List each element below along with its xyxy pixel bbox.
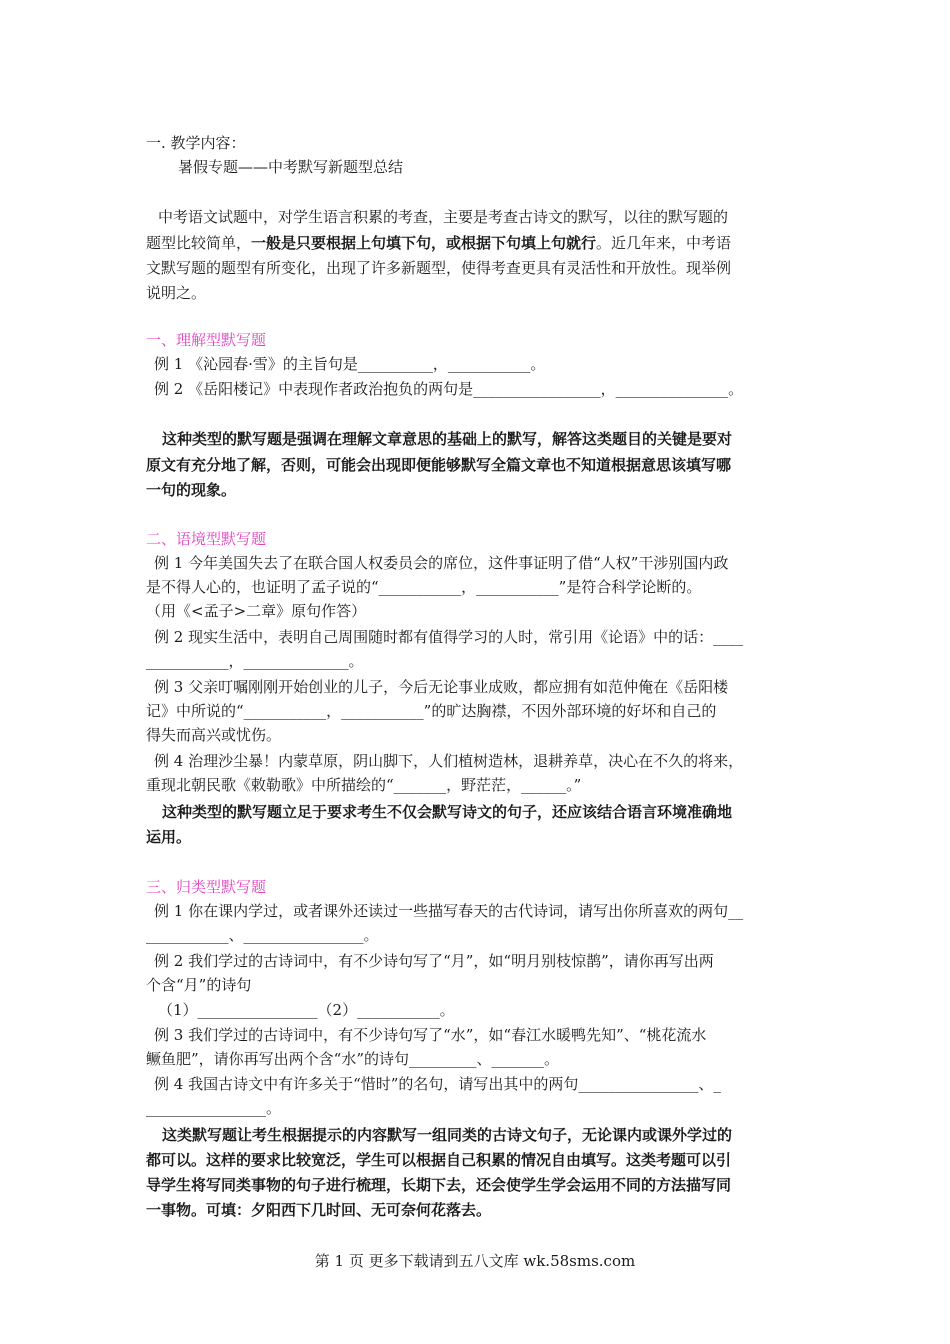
section2-ex2-line-1: 例 2 现实生活中，表明自己周围随时都有值得学习的人时，常引用《论语》中的话：____ — [154, 628, 744, 646]
intro-line-2 — [146, 232, 731, 254]
section3-ex4-line-2: ________________。 — [146, 1099, 282, 1117]
intro-line-2-text: 题型比较简单， — [146, 234, 252, 252]
section2-ex4-line-2: 重现北朝民歌《敕勒歌》中所描绘的“_______，野茫茫，______。” — [146, 776, 582, 794]
section-label: 一. 教学内容： — [146, 134, 246, 152]
section2-ex1-line-1: 例 1 今年美国失去了在联合国人权委员会的席位，这件事证明了借“人权”干涉别国内政 — [154, 554, 729, 572]
section3-heading: 三、归类型默写题 — [146, 878, 267, 896]
section3-note-2: 都可以。这样的要求比较宽泛，学生可以根据自己积累的情况自由填写。这类考题可以引 — [146, 1151, 732, 1169]
section3-ex4-line-1: 例 4 我国古诗文中有许多关于“惜时”的名句，请写出其中的两句________________、_ — [154, 1075, 721, 1093]
intro-emphasis: 一般是只要根据上句填下句，或根据下句填上句就行 — [251, 234, 597, 252]
intro-line-4: 说明之。 — [146, 284, 207, 302]
section2-ex3-line-3: 得失而高兴或忧伤。 — [146, 726, 282, 744]
section1-heading: 一、理解型默写题 — [146, 331, 267, 349]
page-footer: 第 1 页 更多下载请到五八文库 wk.58sms.com — [314, 1252, 636, 1270]
section1-example-1: 例 1 《沁园春·雪》的主旨句是__________，___________。 — [154, 355, 546, 373]
topic-title: 暑假专题——中考默写新题型总结 — [178, 158, 404, 176]
section1-note-2: 原文有充分地了解，否则，可能会出现即便能够默写全篇文章也不知道根据意思该填写哪 — [146, 456, 732, 474]
section2-ex1-line-2: 是不得人心的，也证明了孟子说的“___________，___________”是符合科学论断的。 — [146, 578, 702, 596]
section3-ex2-line-2: 个含“月”的诗句 — [146, 976, 252, 994]
section3-note-4: 一事物。可填：夕阳西下几时回、无可奈何花落去。 — [146, 1201, 492, 1219]
section1-note-1: 这种类型的默写题是强调在理解文章意思的基础上的默写，解答这类题目的关键是要对 — [162, 430, 733, 448]
intro-line-3: 文默写题的题型有所变化，出现了许多新题型，使得考查更具有灵活性和开放性。现举例 — [146, 259, 732, 277]
intro-line-1: 中考语文试题中，对学生语言积累的考查，主要是考查古诗文的默写，以往的默写题的 — [158, 208, 729, 226]
section3-ex1-line-2: ___________、________________。 — [146, 926, 379, 944]
section2-ex4-line-1: 例 4 治理沙尘暴！内蒙草原，阴山脚下，人们植树造林，退耕养草，决心在不久的将来， — [154, 752, 744, 770]
section2-note-2: 运用。 — [146, 828, 192, 846]
section3-ex1-line-1: 例 1 你在课内学过，或者课外还读过一些描写春天的古代诗词，请写出你所喜欢的两句__ — [154, 902, 744, 920]
intro-line-2-text-end: 。近几年来，中考语 — [596, 234, 732, 252]
section3-note-3: 导学生将写同类事物的句子进行梳理，长期下去，还会使学生学会运用不同的方法描写同 — [146, 1176, 732, 1194]
section3-ex3-line-2: 鳜鱼肥”，请你再写出两个含“水”的诗句_________、_______。 — [146, 1050, 560, 1068]
section1-example-2: 例 2 《岳阳楼记》中表现作者政治抱负的两句是_________________，_______________。 — [154, 380, 744, 398]
section2-ex3-line-1: 例 3 父亲叮嘱刚刚开始创业的儿子，今后无论事业成败，都应拥有如范仲俺在《岳阳楼 — [154, 678, 729, 696]
section2-ex3-line-2: 记》中所说的“___________，___________”的旷达胸襟，不因外部环境的好坏和自己的 — [146, 702, 717, 720]
section2-note-1: 这种类型的默写题立足于要求考生不仅会默写诗文的句子，还应该结合语言环境准确地 — [162, 803, 733, 821]
section2-ex2-line-2: ___________，______________。 — [146, 652, 364, 670]
section3-note-1: 这类默写题让考生根据提示的内容默写一组同类的古诗文句子，无论课内或课外学过的 — [162, 1126, 733, 1144]
section3-ex2-line-3: （1）________________（2）___________。 — [158, 1001, 455, 1019]
section3-ex2-line-1: 例 2 我们学过的古诗词中，有不少诗句写了“月”，如“明月别枝惊鹊”，请你再写出两 — [154, 952, 714, 970]
section2-heading: 二、语境型默写题 — [146, 530, 267, 548]
section3-ex3-line-1: 例 3 我们学过的古诗词中，有不少诗句写了“水”，如“春江水暖鸭先知”、“桃花流水 — [154, 1026, 707, 1044]
section2-ex1-line-3: （用《<孟子>二章》原句作答） — [146, 602, 367, 620]
section1-note-3: 一句的现象。 — [146, 481, 237, 499]
